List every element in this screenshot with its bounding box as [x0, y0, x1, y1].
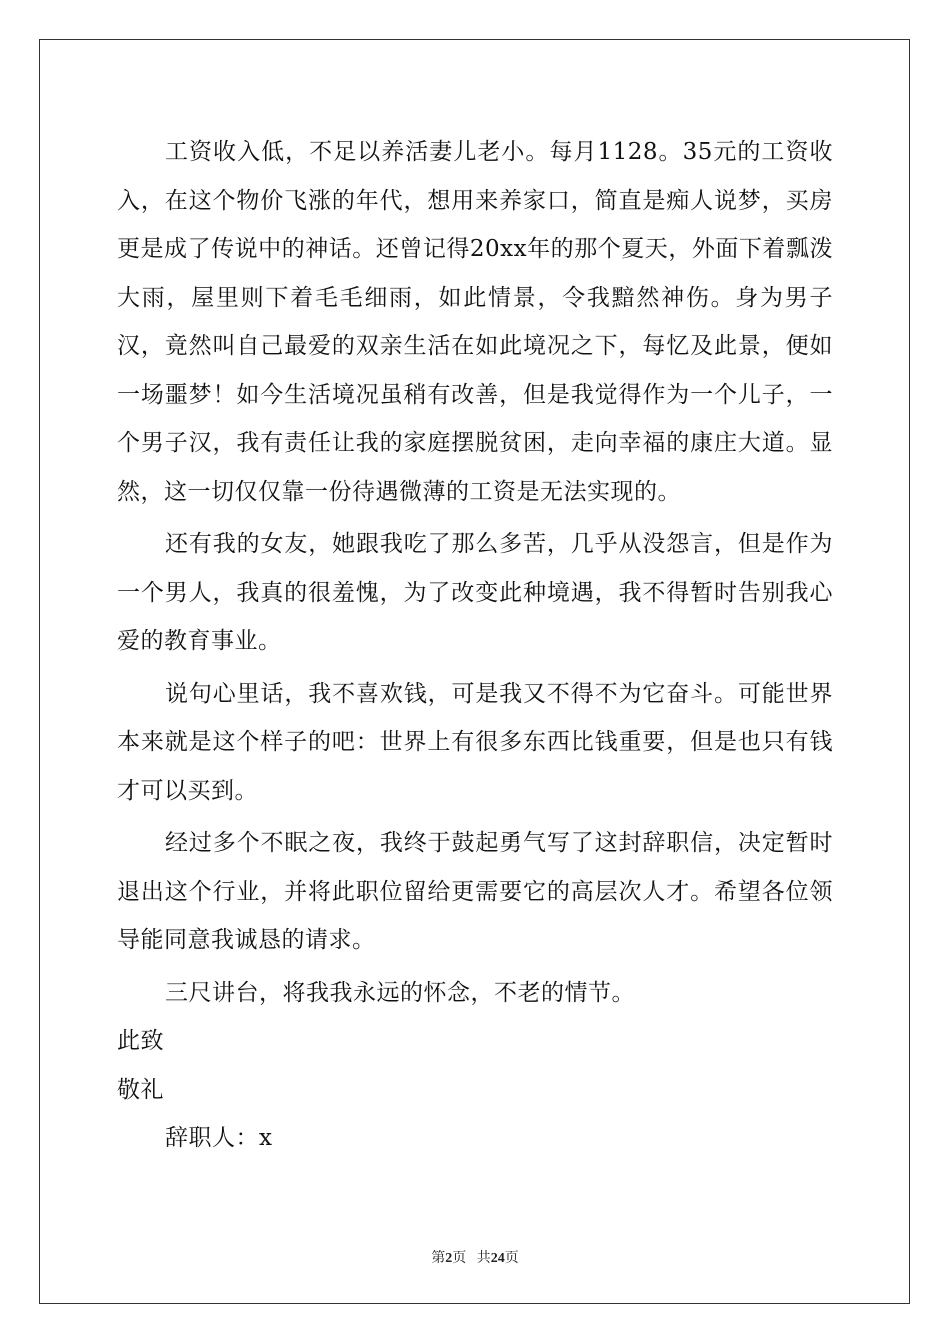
paragraph-decision: 经过多个不眠之夜，我终于鼓起勇气写了这封辞职信，决定暂时退出这个行业，并将此职位留给更需要它的高层次人才。希望各位领导能同意我诚恳的请求。 — [117, 830, 833, 953]
footer-total-unit: 页 — [504, 1251, 519, 1266]
paragraph-farewell: 三尺讲台，将我我永远的怀念，不老的情节。 — [165, 979, 635, 1006]
paragraph-salary: 工资收入低，不足以养活妻儿老小。每月1128。35元的工资收入，在这个物价飞涨的年代，想用来养家口，简直是痴人说梦，买房更是成了传说中的神话。还曾记得20xx年的那个夏天，外面下着瓢泼大雨，屋里则下着毛毛细雨，如此情景，令我黯然神伤。身为男子汉，竟然叫自己最爱的双亲生活在如此境况之下，每忆及此景，便如一场噩梦！如今生活境况虽稍有改善，但是我觉得作为一个儿子，一个男子汉，我有责任让我的家庭摆脱贫困，走向幸福的康庄大道。显然，这一切仅仅靠一份待遇微薄的工资是无法实现的。 — [117, 139, 833, 505]
letter-body — [117, 128, 833, 1163]
footer-total-prefix: 共 — [476, 1251, 491, 1266]
footer-page-number: 2 — [445, 1251, 453, 1266]
signature: 辞职人：x — [165, 1125, 273, 1151]
footer-page-unit: 页 — [452, 1251, 467, 1266]
closing-line-2: 敬礼 — [117, 1076, 164, 1103]
paragraph-girlfriend: 还有我的女友，她跟我吃了那么多苦，几乎从没怨言，但是作为一个男人，我真的很羞愧，为了改变此种境遇，我不得暂时告别我心爱的教育事业。 — [117, 531, 833, 654]
page-footer — [0, 1247, 950, 1267]
closing-line-1: 此致 — [117, 1028, 164, 1054]
paragraph-money: 说句心里话，我不喜欢钱，可是我又不得不为它奋斗。可能世界本来就是这个样子的吧：世界上有很多东西比钱重要，但是也只有钱才可以买到。 — [117, 680, 833, 804]
footer-total-pages: 24 — [490, 1251, 505, 1266]
footer-prefix: 第 — [431, 1251, 446, 1266]
